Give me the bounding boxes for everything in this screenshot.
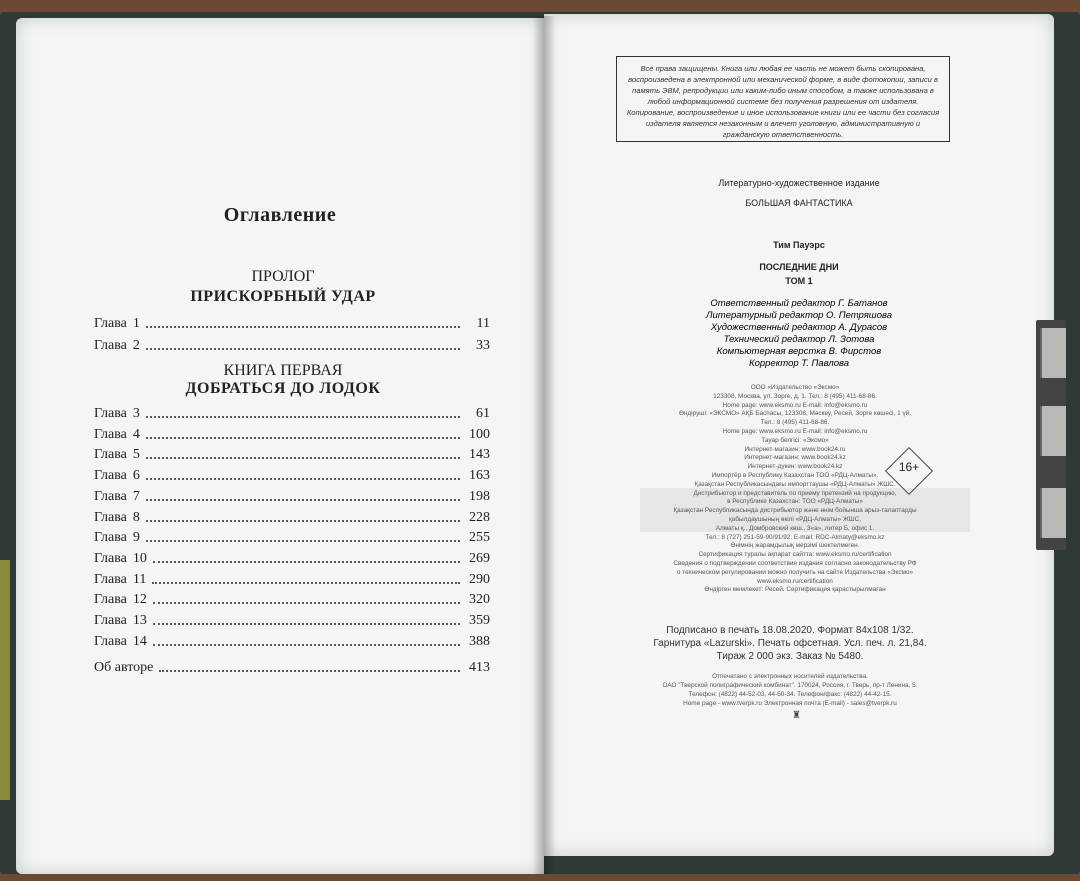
prologue-title: ПРИСКОРБНЫЙ УДАР [190, 288, 376, 305]
toc-page-number: 100 [469, 426, 490, 442]
book-title: ПОСЛЕДНИЕ ДНИ [759, 262, 839, 272]
toc-leader-dots [146, 456, 460, 459]
toc-row [94, 506, 490, 526]
toc-page-number: 269 [469, 550, 490, 566]
toc-chapter-label: Глава [94, 338, 127, 353]
age-rating: 16+ [898, 460, 920, 474]
publisher-block-line: ООО «Издательство «Эксмо» [750, 384, 840, 391]
toc-page-number: 228 [469, 509, 490, 525]
toc-about-page: 413 [469, 660, 490, 675]
toc-leader-dots [146, 539, 460, 542]
publisher-block-line: Импортёр в Республику Казахстан ТОО «РДЦ-Алматы». [711, 471, 879, 479]
print-info-block [580, 624, 1000, 663]
toc-page-number: 33 [476, 338, 490, 353]
toc-row [94, 630, 490, 650]
publisher-block-line: Интернет-дүкен: www.book24.kz [747, 463, 843, 471]
toc-leader-dots [146, 436, 460, 439]
publisher-block-line: қабылдаушының өкілі «РДЦ-Алматы» ЖШС, [729, 515, 861, 523]
publisher-block-line: Сертификация туралы ақпарат сайтта: www.eksmo.ru/certification [698, 551, 892, 559]
publisher-block-line: 123308, Москва, ул. Зорге, д. 1. Тел.: 8 (495) 411-68-86. [713, 392, 877, 400]
publisher-block-line: Өнімнің жарамдылық мерзімі шектелмеген. [730, 542, 860, 550]
toc-leader-dots [146, 477, 460, 480]
publisher-block [600, 384, 990, 595]
print-info-line: Гарнитура «Lazurski». Печать офсетная. Усл. печ. л. 21,84. [653, 638, 927, 649]
publisher-block-line: Тауар белгісі: «Эксмо» [761, 436, 829, 444]
toc-chapter-label: Глава [94, 592, 127, 608]
toc-page-number: 255 [469, 530, 490, 546]
toc-chapter-label: Глава [94, 633, 127, 649]
toc-page-number: 11 [476, 316, 490, 331]
publisher-block-line: Интернет-магазин: www.book24.kz [744, 454, 846, 462]
credits-line: Компьютерная верстка В. Фирстов [716, 346, 882, 357]
toc-leader-dots [159, 669, 460, 672]
book-gutter [532, 16, 556, 874]
toc-chapter-number: 13 [132, 613, 147, 628]
publisher-block-line: в Республике Казахстан: ТОО «РДЦ-Алматы» [727, 498, 863, 506]
credits-line: Корректор Т. Павлова [748, 358, 850, 369]
author-name: Тим Пауэрс [773, 240, 825, 250]
toc-chapter-number: 10 [132, 550, 147, 566]
toc-leader-dots [146, 347, 460, 350]
toc-chapter-label: Глава [94, 447, 127, 463]
toc-page-number: 163 [469, 468, 490, 484]
printer-block-line: Home page - www.tverpk.ru Электронная почта (E-mail) - sales@tverpk.ru [683, 700, 897, 707]
credits-line: Ответственный редактор Г. Батанов [710, 298, 888, 309]
toc-chapter-number: 12 [132, 592, 147, 608]
toc-row [94, 402, 490, 422]
toc-leader-dots [153, 643, 460, 646]
publisher-block-line: Дистрибьютор и представитель по приему претензий на продукцию, [693, 489, 897, 497]
toc-page-number: 198 [469, 488, 490, 504]
toc-chapter-number: 6 [132, 468, 140, 484]
publisher-block-line: Тел.: 8 (495) 411-68-86. [760, 419, 830, 427]
toc-row-about-author [94, 656, 490, 676]
toc-chapter-label: Глава [94, 509, 127, 525]
credits-line: Технический редактор Л. Зотова [723, 334, 875, 345]
toc-page-number: 143 [469, 447, 490, 463]
volume-label: ТОМ 1 [785, 276, 813, 286]
toc-chapter-label: Глава [94, 426, 127, 442]
publisher-block-line: Өндіруші: «ЭКСМО» АҚБ Баспасы, 123308, Мәскеу, Ресей, Зорге көшесі, 1 үй. [678, 410, 911, 418]
toc-about-label: Об авторе [94, 660, 154, 675]
publisher-block-line: Home page: www.eksmo.ru E-mail: info@eksmo.ru [722, 427, 868, 435]
toc-row [94, 609, 490, 629]
toc-page-number: 388 [469, 633, 490, 649]
rights-notice: Все права защищены. Книга или любая ее часть не может быть скопирована, воспроизведена в электронной или механической форме, в виде фотокопии, записи в память ЭВМ, репродукции или каким-либо иным способом, а также использована в любой информационной системе без получения разрешения от издателя. Копирование, воспроизведение и иное использование книги или ее части без согласия издателя является незаконным и влечет уголовную, административную и гражданскую ответственность. [616, 56, 950, 142]
toc-chapter-label: Глава [94, 488, 127, 504]
publisher-block-line: www.eksmo.ru/certification [757, 577, 833, 585]
toc-chapter-number: 8 [132, 509, 140, 525]
toc-row [94, 547, 490, 567]
credits-block [544, 298, 1054, 370]
publisher-block-line: Сведения о подтверждении соответствия издания согласно законодательству РФ [673, 559, 917, 567]
toc-page-number: 320 [469, 592, 490, 608]
toc-row [94, 485, 490, 505]
toc-leader-dots [152, 581, 460, 584]
toc-leader-dots [153, 560, 460, 563]
toc-chapter-label: Глава [94, 530, 127, 546]
toc-page-number: 290 [469, 571, 490, 587]
toc-chapter-number: 1 [132, 316, 140, 331]
publisher-block-line: Интернет-магазин: www.book24.ru [744, 445, 846, 453]
toc-chapter-number: 14 [132, 633, 147, 649]
toc-leader-dots [146, 498, 460, 501]
toc-chapter-label: Глава [94, 571, 127, 587]
toc-leader-dots [153, 601, 460, 604]
publisher-block-line: о техническом регулировании можно получить на сайте Издательства «Эксмо» [676, 568, 914, 576]
toc-leader-dots [146, 325, 460, 328]
credits-line: Художественный редактор А. Дурасов [710, 322, 888, 333]
cover-edge [0, 560, 10, 800]
toc-leader-dots [153, 622, 460, 625]
print-info-line: Тираж 2 000 экз. Заказ № 5480. [716, 651, 864, 662]
book1-caption: КНИГА ПЕРВАЯ [223, 362, 343, 379]
series-name: БОЛЬШАЯ ФАНТАСТИКА [745, 198, 853, 208]
publisher-logo-icon: ♜ [792, 710, 801, 721]
toc-row [94, 334, 490, 354]
toc-chapter-label: Глава [94, 316, 127, 331]
toc-chapter-number: 5 [132, 447, 140, 463]
toc-row [94, 464, 490, 484]
toc-chapter-number: 3 [132, 406, 140, 421]
printer-block-line: Телефон: (4822) 44-52-03, 44-50-34. Телефон/факс: (4822) 44-42-15. [688, 691, 892, 698]
toc-chapter-number: 4 [132, 426, 140, 442]
toc-chapter-number: 9 [132, 530, 140, 546]
toc-chapter-label: Глава [94, 468, 127, 484]
toc-row [94, 443, 490, 463]
toc-chapter-number: 11 [132, 571, 147, 587]
credits-line: Литературный редактор О. Петряшова [705, 310, 893, 321]
toc-row [94, 588, 490, 608]
publisher-block-line: Қазақстан Республикасында дистрибьютор және өнім бойынша арыз-талаптарды [673, 507, 917, 515]
printer-block-line: Отпечатано с электронных носителей издательства. [712, 673, 868, 680]
toc-page-number: 359 [469, 613, 490, 628]
bookmark-tab [1040, 488, 1066, 538]
printer-block [580, 672, 1000, 708]
publisher-block-line: Өндірген мемлекет: Ресей. Сертификация қарастырылмаған [704, 586, 886, 594]
edition-type: Литературно-художественное издание [718, 178, 880, 188]
toc-row [94, 423, 490, 443]
toc-leader-dots [146, 415, 460, 418]
toc-leader-dots [146, 519, 460, 522]
publisher-block-line: Алматы қ., Домбровский көш., 3«а», литер Б, офис 1. [715, 524, 875, 532]
publisher-block-line: Тел.: 8 (727) 251-59-90/91/92. E-mail: RDC-Almaty@eksmo.kz [705, 533, 885, 541]
toc-chapter-label: Глава [94, 550, 127, 566]
publisher-block-line: Қазақстан Республикасындағы импорттаушы «РДЦ-Алматы» ЖШС. [694, 480, 896, 488]
toc-chapter-label: Глава [94, 406, 127, 421]
toc-title: Оглавление [223, 204, 337, 226]
print-info-line: Подписано в печать 18.08.2020. Формат 84x108 1/32. [666, 625, 914, 636]
toc-chapter-label: Глава [94, 613, 127, 628]
printer-block-line: ОАО "Тверской полиграфический комбинат". 170024, Россия, г. Тверь, пр-т Ленина, 5. [662, 682, 918, 689]
toc-chapter-number: 7 [132, 488, 140, 504]
toc-row [94, 312, 490, 332]
publisher-block-line: Home page: www.eksmo.ru E-mail: info@eksmo.ru [722, 401, 868, 409]
prologue-caption: ПРОЛОГ [251, 268, 315, 285]
toc-row [94, 568, 490, 588]
bookmark-tab [1040, 406, 1066, 456]
toc-chapter-number: 2 [132, 338, 140, 353]
toc-page-number: 61 [476, 406, 490, 421]
toc-row [94, 526, 490, 546]
book1-title: ДОБРАТЬСЯ ДО ЛОДОК [185, 380, 381, 397]
